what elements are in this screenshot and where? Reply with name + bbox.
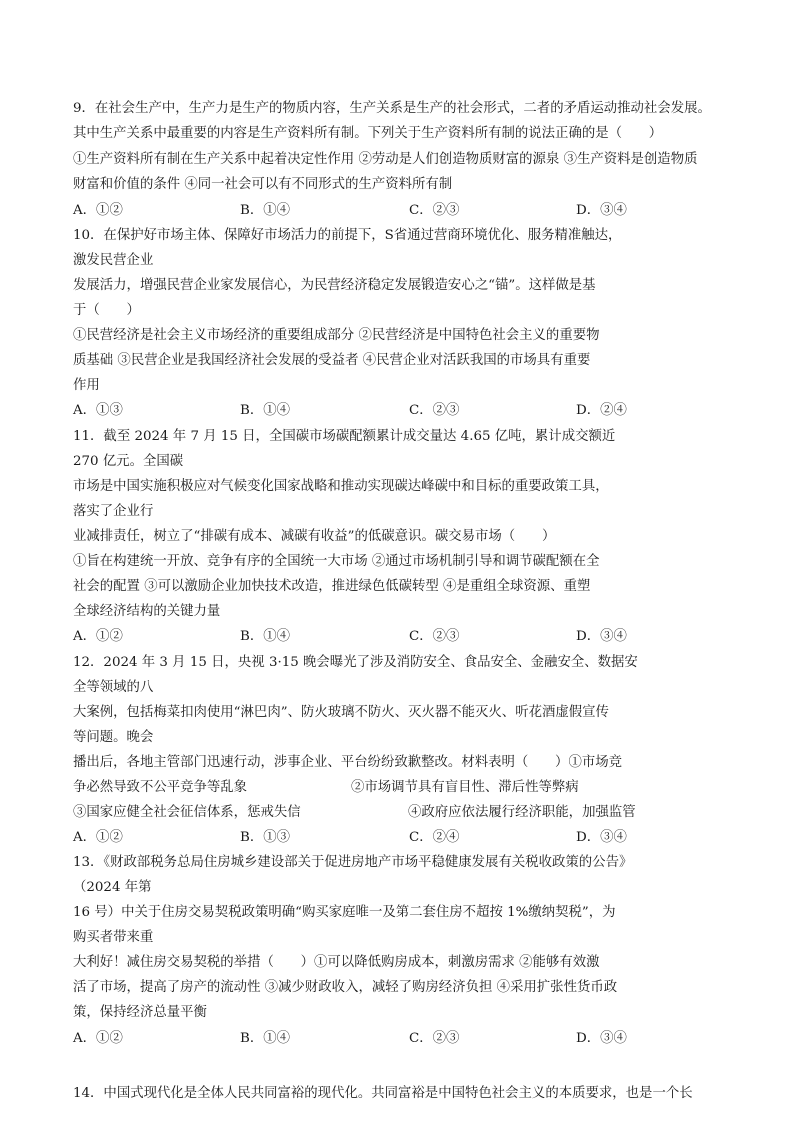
- q10-statements-line-1: ①民营经济是社会主义市场经济的重要组成部分 ②民营经济是中国特色社会主义的重要物: [73, 328, 600, 343]
- q10-stem-line-1: 10．在保护好市场主体、保障好市场活力的前提下，S省通过营商环境优化、服务精准触达，: [73, 228, 622, 243]
- q12-option-a[interactable]: A．①②: [73, 830, 123, 845]
- q10-stem-line-3: 发展活力，增强民营企业家发展信心，为民营经济稳定发展锻造安心之“锚”。这样做是基: [73, 278, 596, 293]
- q12-stem-line-5: 播出后，各地主管部门迅速行动，涉事企业、平台纷纷致歉整改。材料表明（ ）①市场竞: [73, 755, 623, 770]
- q12-stem-line-3: 大案例，包括梅菜扣肉使用“淋巴肉”、防火玻璃不防火、灭火器不能灭火、听花酒虚假宣传: [73, 705, 609, 720]
- q9-option-b[interactable]: B．①④: [240, 203, 291, 218]
- q11-option-b[interactable]: B．①④: [240, 629, 291, 644]
- q12-option-b[interactable]: B．①③: [240, 830, 291, 845]
- q12-option-c[interactable]: C．②④: [409, 830, 460, 845]
- q9-statements-line-1: ①生产资料所有制在生产关系中起着决定性作用 ②劳动是人们创造物质财富的源泉 ③生产资料是创造物质: [73, 152, 698, 167]
- q10-option-c[interactable]: C．②③: [409, 403, 460, 418]
- q12-options: [73, 829, 633, 847]
- q11-options: [73, 628, 633, 646]
- q9-stem-line-1: 9．在社会生产中，生产力是生产的物质内容，生产关系是生产的社会形式，二者的矛盾运动推动社会发展。: [73, 101, 711, 116]
- q11-stem-line-2: 270 亿元。全国碳: [73, 454, 184, 469]
- q12-option-d[interactable]: D．③④: [576, 830, 627, 845]
- q11-option-a[interactable]: A．①②: [73, 629, 123, 644]
- q13-option-c[interactable]: C．②③: [409, 1031, 460, 1046]
- q10-option-a[interactable]: A．①③: [73, 403, 123, 418]
- q12-statement-3: ③国家应健全社会征信体系，惩戒失信: [73, 805, 301, 820]
- q11-option-d[interactable]: D．③④: [576, 629, 627, 644]
- q13-stem-line-3: 16 号）中关于住房交易契税政策明确“购买家庭唯一及第二套住房不超按 1%缴纳契税”，为: [73, 905, 616, 920]
- q9-option-a[interactable]: A．①②: [73, 203, 123, 218]
- q9-stem-line-2: 其中生产关系中最重要的内容是生产资料所有制。下列关于生产资料所有制的说法正确的是（ ）: [73, 126, 663, 141]
- q12-statement-4: ④政府应依法履行经济职能，加强监管: [408, 805, 636, 820]
- q11-statements-line-2: 社会的配置 ③可以激励企业加快技术改造，推进绿色低碳转型 ④是重组全球资源、重塑: [73, 579, 591, 594]
- q13-statements-line-1: 活了市场，提高了房产的流动性 ③减少财政收入，减轻了购房经济负担 ④采用扩张性货币政: [73, 980, 618, 995]
- q13-stem-line-1: 13．《财政部税务总局住房城乡建设部关于促进房地产市场平稳健康发展有关税收政策的公告》: [73, 855, 633, 870]
- q13-options: [73, 1030, 633, 1048]
- q14-stem-line-1: 14．中国式现代化是全体人民共同富裕的现代化。共同富裕是中国特色社会主义的本质要求，也是一个长: [73, 1086, 693, 1101]
- q11-stem-line-3: 市场是中国实施积极应对气候变化国家战略和推动实现碳达峰碳中和目标的重要政策工具，: [73, 479, 609, 494]
- q12-statement-2: ②市场调节具有盲目性、滞后性等弊病: [351, 780, 579, 795]
- q13-statements-line-2: 策，保持经济总量平衡: [73, 1005, 207, 1020]
- q13-option-a[interactable]: A．①②: [73, 1031, 123, 1046]
- q9-statements-line-2: 财富和价值的条件 ④同一社会可以有不同形式的生产资料所有制: [73, 177, 453, 192]
- q11-stem-line-4: 落实了企业行: [73, 504, 154, 519]
- q11-statements-line-3: 全球经济结构的关键力量: [73, 604, 221, 619]
- q13-stem-line-2: （2024 年第: [73, 880, 152, 895]
- q12-stem-line-1: 12．2024 年 3 月 15 日，央视 3·15 晚会曝光了涉及消防安全、食品安全、金融安全、数据安: [73, 655, 638, 670]
- q10-option-d[interactable]: D．②④: [576, 403, 627, 418]
- q11-option-c[interactable]: C．②③: [409, 629, 460, 644]
- q10-stem-line-2: 激发民营企业: [73, 253, 154, 268]
- q10-statements-line-3: 作用: [73, 378, 100, 393]
- q12-stem-line-4: 等问题。晚会: [73, 730, 154, 745]
- q13-option-b[interactable]: B．①④: [240, 1031, 291, 1046]
- q10-option-b[interactable]: B．①④: [240, 403, 291, 418]
- q11-statements-line-1: ①旨在构建统一开放、竞争有序的全国统一大市场 ②通过市场机制引导和调节碳配额在全: [73, 554, 600, 569]
- q12-statements-line-1: 争必然导致不公平竞争等乱象: [73, 780, 248, 795]
- q13-stem-line-4: 购买者带来重: [73, 930, 154, 945]
- q10-statements-line-2: 质基础 ③民营企业是我国经济社会发展的受益者 ④民营企业对活跃我国的市场具有重要: [73, 353, 591, 368]
- q11-stem-line-5: 业减排责任，树立了“排碳有成本、减碳有收益”的低碳意识。碳交易市场（ ）: [73, 529, 556, 544]
- q11-stem-line-1: 11．截至 2024 年 7 月 15 日，全国碳市场碳配额累计成交量达 4.65 亿吨，累计成交额近: [73, 429, 616, 444]
- q12-stem-line-2: 全等领域的八: [73, 680, 154, 695]
- q9-option-d[interactable]: D．③④: [576, 203, 627, 218]
- q10-stem-line-4: 于（ ）: [73, 303, 140, 318]
- q10-options: [73, 402, 633, 420]
- q9-options: [73, 202, 633, 220]
- q9-option-c[interactable]: C．②③: [409, 203, 460, 218]
- q13-stem-line-5: 大利好！减住房交易契税的举措（ ）①可以降低购房成本，刺激房需求 ②能够有效激: [73, 955, 600, 970]
- q13-option-d[interactable]: D．③④: [576, 1031, 627, 1046]
